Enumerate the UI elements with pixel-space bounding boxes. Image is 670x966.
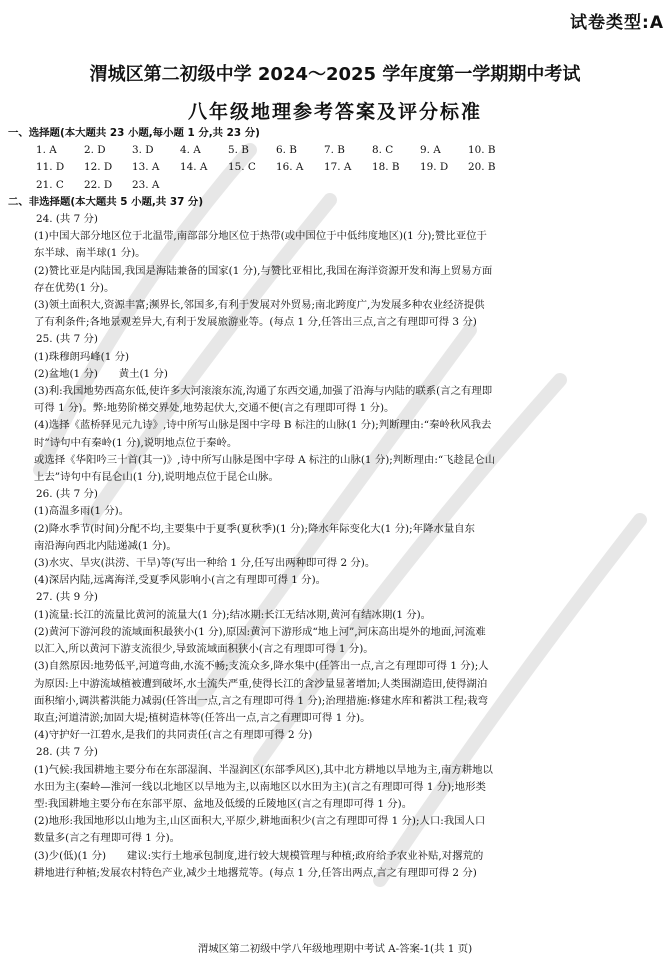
choice-answer: 1. A <box>36 144 57 157</box>
answer-line: 耕地进行种植;发展农村特色产业,减少土地撂荒等。(每点 1 分,任答出两点,言之有理即可得 2 分) <box>34 866 477 879</box>
answer-line: 水田为主(秦岭—淮河一线以北地区以旱地为主,以南地区以水田为主)(言之有理即可得 1 分);地形类 <box>34 780 486 793</box>
answer-line: (3)自然原因:地势低平,河道弯曲,水流不畅;支流众多,降水集中(任答出一点,言之有理即可得 1 分);人 <box>34 660 489 673</box>
page-subtitle: 八年级地理参考答案及评分标准 <box>187 101 482 123</box>
choice-answer: 12. D <box>84 161 113 174</box>
answer-line: (2)赞比亚是内陆国,我国是海陆兼备的国家(1 分),与赞比亚相比,我国在海洋资源开发和海上贸易方面 <box>34 264 493 277</box>
answer-line: 数量多(言之有理即可得 1 分)。 <box>34 832 181 845</box>
paper-type-label: 试卷类型:A <box>570 13 664 33</box>
answer-line: (3)少(低)(1 分) 建议:实行土地承包制度,进行较大规模管理与种植;政府给予农业补贴,对撂荒的 <box>34 849 484 862</box>
choice-answer: 2. D <box>84 144 106 157</box>
answer-line: 以汇入,所以黄河下游支流很少,导致流域面积狭小(言之有理即可得 1 分)。 <box>34 643 374 656</box>
choice-answer: 19. D <box>420 161 449 174</box>
choice-answer: 9. A <box>420 144 441 157</box>
question-heading: 28. (共 7 分) <box>36 746 98 759</box>
answer-body <box>8 125 660 882</box>
answer-line: 上去”诗句中有昆仑山(1 分),说明地点位于昆仑山脉。 <box>34 471 279 484</box>
choice-answer: 5. B <box>228 144 249 157</box>
answer-line: 南沿海向西北内陆递减(1 分)。 <box>34 539 177 552</box>
page-title: 渭城区第二初级中学 2024～2025 学年度第一学期期中考试 <box>89 64 581 85</box>
answer-line: (3)利:我国地势西高东低,使许多大河滚滚东流,沟通了东西交通,加强了沿海与内陆的联系(言之有理即 <box>34 385 493 398</box>
answer-line: 为原因:上中游流域植被遭到破坏,水土流失严重,使得长江的含沙量显著增加;人类围湖造田,使得湖泊 <box>34 677 488 690</box>
question-heading: 24. (共 7 分) <box>36 213 98 226</box>
choice-answer: 17. A <box>324 161 352 174</box>
choice-answer: 16. A <box>276 161 304 174</box>
answer-line: (1)珠穆朗玛峰(1 分) <box>34 350 130 363</box>
answer-line: 可得 1 分)。弊:地势阶梯交界处,地势起伏大,交通不便(言之有理即可得 1 分)。 <box>34 402 395 415</box>
answer-line: (1)气候:我国耕地主要分布在东部湿润、半湿润区(东部季风区),其中北方耕地以旱地为主,南方耕地以 <box>34 763 493 776</box>
choice-answer: 21. C <box>36 178 64 191</box>
choice-answer: 7. B <box>324 144 345 157</box>
answer-line: 取直;河道清淤;加固大堤;植树造林等(任答出一点,言之有理即可得 1 分)。 <box>34 711 371 724</box>
choice-row <box>8 177 660 194</box>
choice-answers <box>8 142 660 194</box>
section-heading-open: 二、非选择题(本大题共 5 小题,共 37 分) <box>8 195 204 208</box>
answer-line: (2)地形:我国地形以山地为主,山区面积大,平原少,耕地面积少(言之有理即可得 1 分);人口:我国人口 <box>34 815 486 828</box>
choice-answer: 11. D <box>36 161 65 174</box>
answer-line: (1)高温多雨(1 分)。 <box>34 505 130 518</box>
open-questions <box>8 211 660 882</box>
answer-line: 面积缩小,调洪蓄洪能力减弱(任答出一点,言之有理即可得 1 分);治理措施:修建水库和蓄洪工程;栽弯 <box>34 694 489 707</box>
choice-answer: 15. C <box>228 161 256 174</box>
choice-answer: 22. D <box>84 178 113 191</box>
question-heading: 27. (共 9 分) <box>36 591 98 604</box>
choice-row <box>8 159 660 176</box>
answer-line: 时”诗句中有秦岭(1 分),说明地点位于秦岭。 <box>34 436 238 449</box>
page-footer: 渭城区第二初级中学八年级地理期中考试 A-答案-1(共 1 页) <box>197 943 473 955</box>
choice-answer: 3. D <box>132 144 154 157</box>
answer-line: (1)中国大部分地区位于北温带,南部部分地区位于热带(或中国位于中低纬度地区)(1 分);赞比亚位于 <box>34 230 487 243</box>
answer-line: 存在优势(1 分)。 <box>34 281 115 294</box>
choice-answer: 20. B <box>468 161 496 174</box>
answer-line: 或选择《华阳吟三十首(其一)》,诗中所写山脉是图中字母 A 标注的山脉(1 分);判断理由:“飞趁昆仑山 <box>34 453 496 466</box>
section-heading-choice: 一、选择题(本大题共 23 小题,每小题 1 分,共 23 分) <box>8 127 260 139</box>
answer-line: (1)流量:长江的流量比黄河的流量大(1 分);结冰期:长江无结冰期,黄河有结冰期(1 分)。 <box>34 608 432 621</box>
answer-line: (2)降水季节(时间)分配不均,主要集中于夏季(夏秋季)(1 分);降水年际变化大(1 分);年降水量自东 <box>34 522 475 535</box>
answer-line: 了有利条件;各地景观差异大,有利于发展旅游业等。(每点 1 分,任答出三点,言之有理即可得 3 分) <box>34 316 477 329</box>
answer-line: (4)选择《蓝桥驿见元九诗》,诗中所写山脉是图中字母 B 标注的山脉(1 分);判断理由:“秦岭秋风我去 <box>34 419 492 432</box>
question-heading: 25. (共 7 分) <box>36 333 98 346</box>
answer-line: 型:我国耕地主要分布在东部平原、盆地及低缓的丘陵地区(言之有理即可得 1 分)。 <box>34 797 413 810</box>
choice-answer: 10. B <box>468 144 496 157</box>
answer-line: 东半球、南半球(1 分)。 <box>34 247 146 260</box>
question-heading: 26. (共 7 分) <box>36 488 98 501</box>
choice-answer: 4. A <box>180 144 201 157</box>
answer-line: (4)深居内陆,远离海洋,受夏季风影响小(言之有理即可得 1 分)。 <box>34 574 327 587</box>
answer-line: (2)黄河下游河段的流域面积最狭小(1 分),原因:黄河下游形成“地上河”,河床高出堤外的地面,河流难 <box>34 625 486 638</box>
answer-line: (4)守护好一江碧水,是我们的共同责任(言之有理即可得 2 分) <box>34 729 313 742</box>
choice-answer: 6. B <box>276 144 297 157</box>
choice-answer: 18. B <box>372 161 400 174</box>
choice-answer: 8. C <box>372 144 394 157</box>
answer-line: (3)领土面积大,资源丰富;濒界长,邻国多,有利于发展对外贸易;南北跨度广,为发展多种农业经济提供 <box>34 299 485 312</box>
choice-answer: 23. A <box>132 178 160 191</box>
answer-line: (3)水灾、旱灾(洪涝、干旱)等(写出一种给 1 分,任写出两种即可得 2 分)。 <box>34 557 376 570</box>
answer-line: (2)盆地(1 分) 黄土(1 分) <box>34 367 168 380</box>
choice-answer: 13. A <box>132 161 160 174</box>
choice-answer: 14. A <box>180 161 208 174</box>
choice-row <box>8 142 660 159</box>
